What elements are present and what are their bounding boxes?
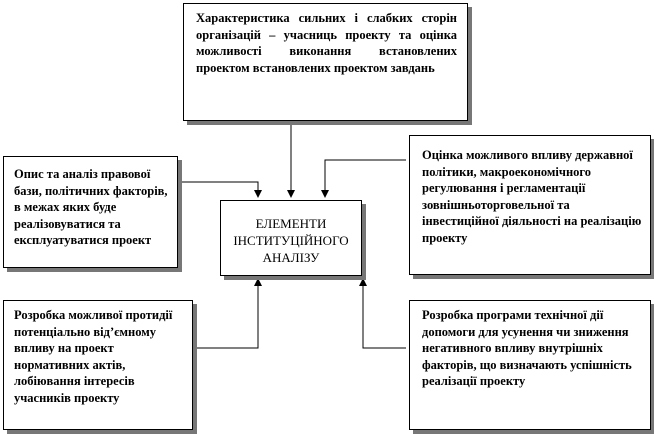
technical-assistance-text: Розробка програми технічної дії допомоги для усунення чи зниження негативного впливу внутрішніх факторів, що визначають успішність реалізації проекту: [422, 308, 632, 388]
strengths-weaknesses-box: [183, 3, 468, 121]
arrow-rightbottom-to-center: [363, 279, 406, 348]
legal-base-text: Опис та аналіз правової бази, політичних факторів, в межах яких буде реалізовуватися та експлуатуватися проект: [14, 167, 168, 247]
strengths-weaknesses-text: Характеристика сильних і слабких сторін організацій – учасниць проекту та оцінка можливості виконання встановлених проектом встановлених проектом завдань: [196, 11, 457, 75]
technical-assistance-box: [409, 300, 651, 430]
arrow-right-to-center: [325, 160, 406, 197]
state-policy-text: Оцінка можливого впливу державної політики, макроекономічного регулювання і регламентації зовнішньоторговельної та інвестиційної діяльності на реалізацію проекту: [422, 148, 642, 245]
counteraction-box: [3, 300, 193, 430]
state-policy-box: [409, 135, 651, 275]
arrow-leftbottom-to-center: [197, 279, 258, 348]
arrow-left-to-center: [180, 182, 258, 197]
counteraction-text: Розробка можливої протидії потенціально від’ємному впливу на проект нормативних актів, лобіювання інтересів учасників проекту: [14, 308, 173, 405]
legal-base-box: [3, 156, 178, 268]
center-line-1: ЕЛЕМЕНТИ: [255, 216, 327, 231]
center-line-3: АНАЛІЗУ: [262, 250, 320, 265]
center-line-2: ІНСТИТУЦІЙНОГО: [233, 233, 349, 248]
institutional-analysis-box: [220, 200, 362, 276]
